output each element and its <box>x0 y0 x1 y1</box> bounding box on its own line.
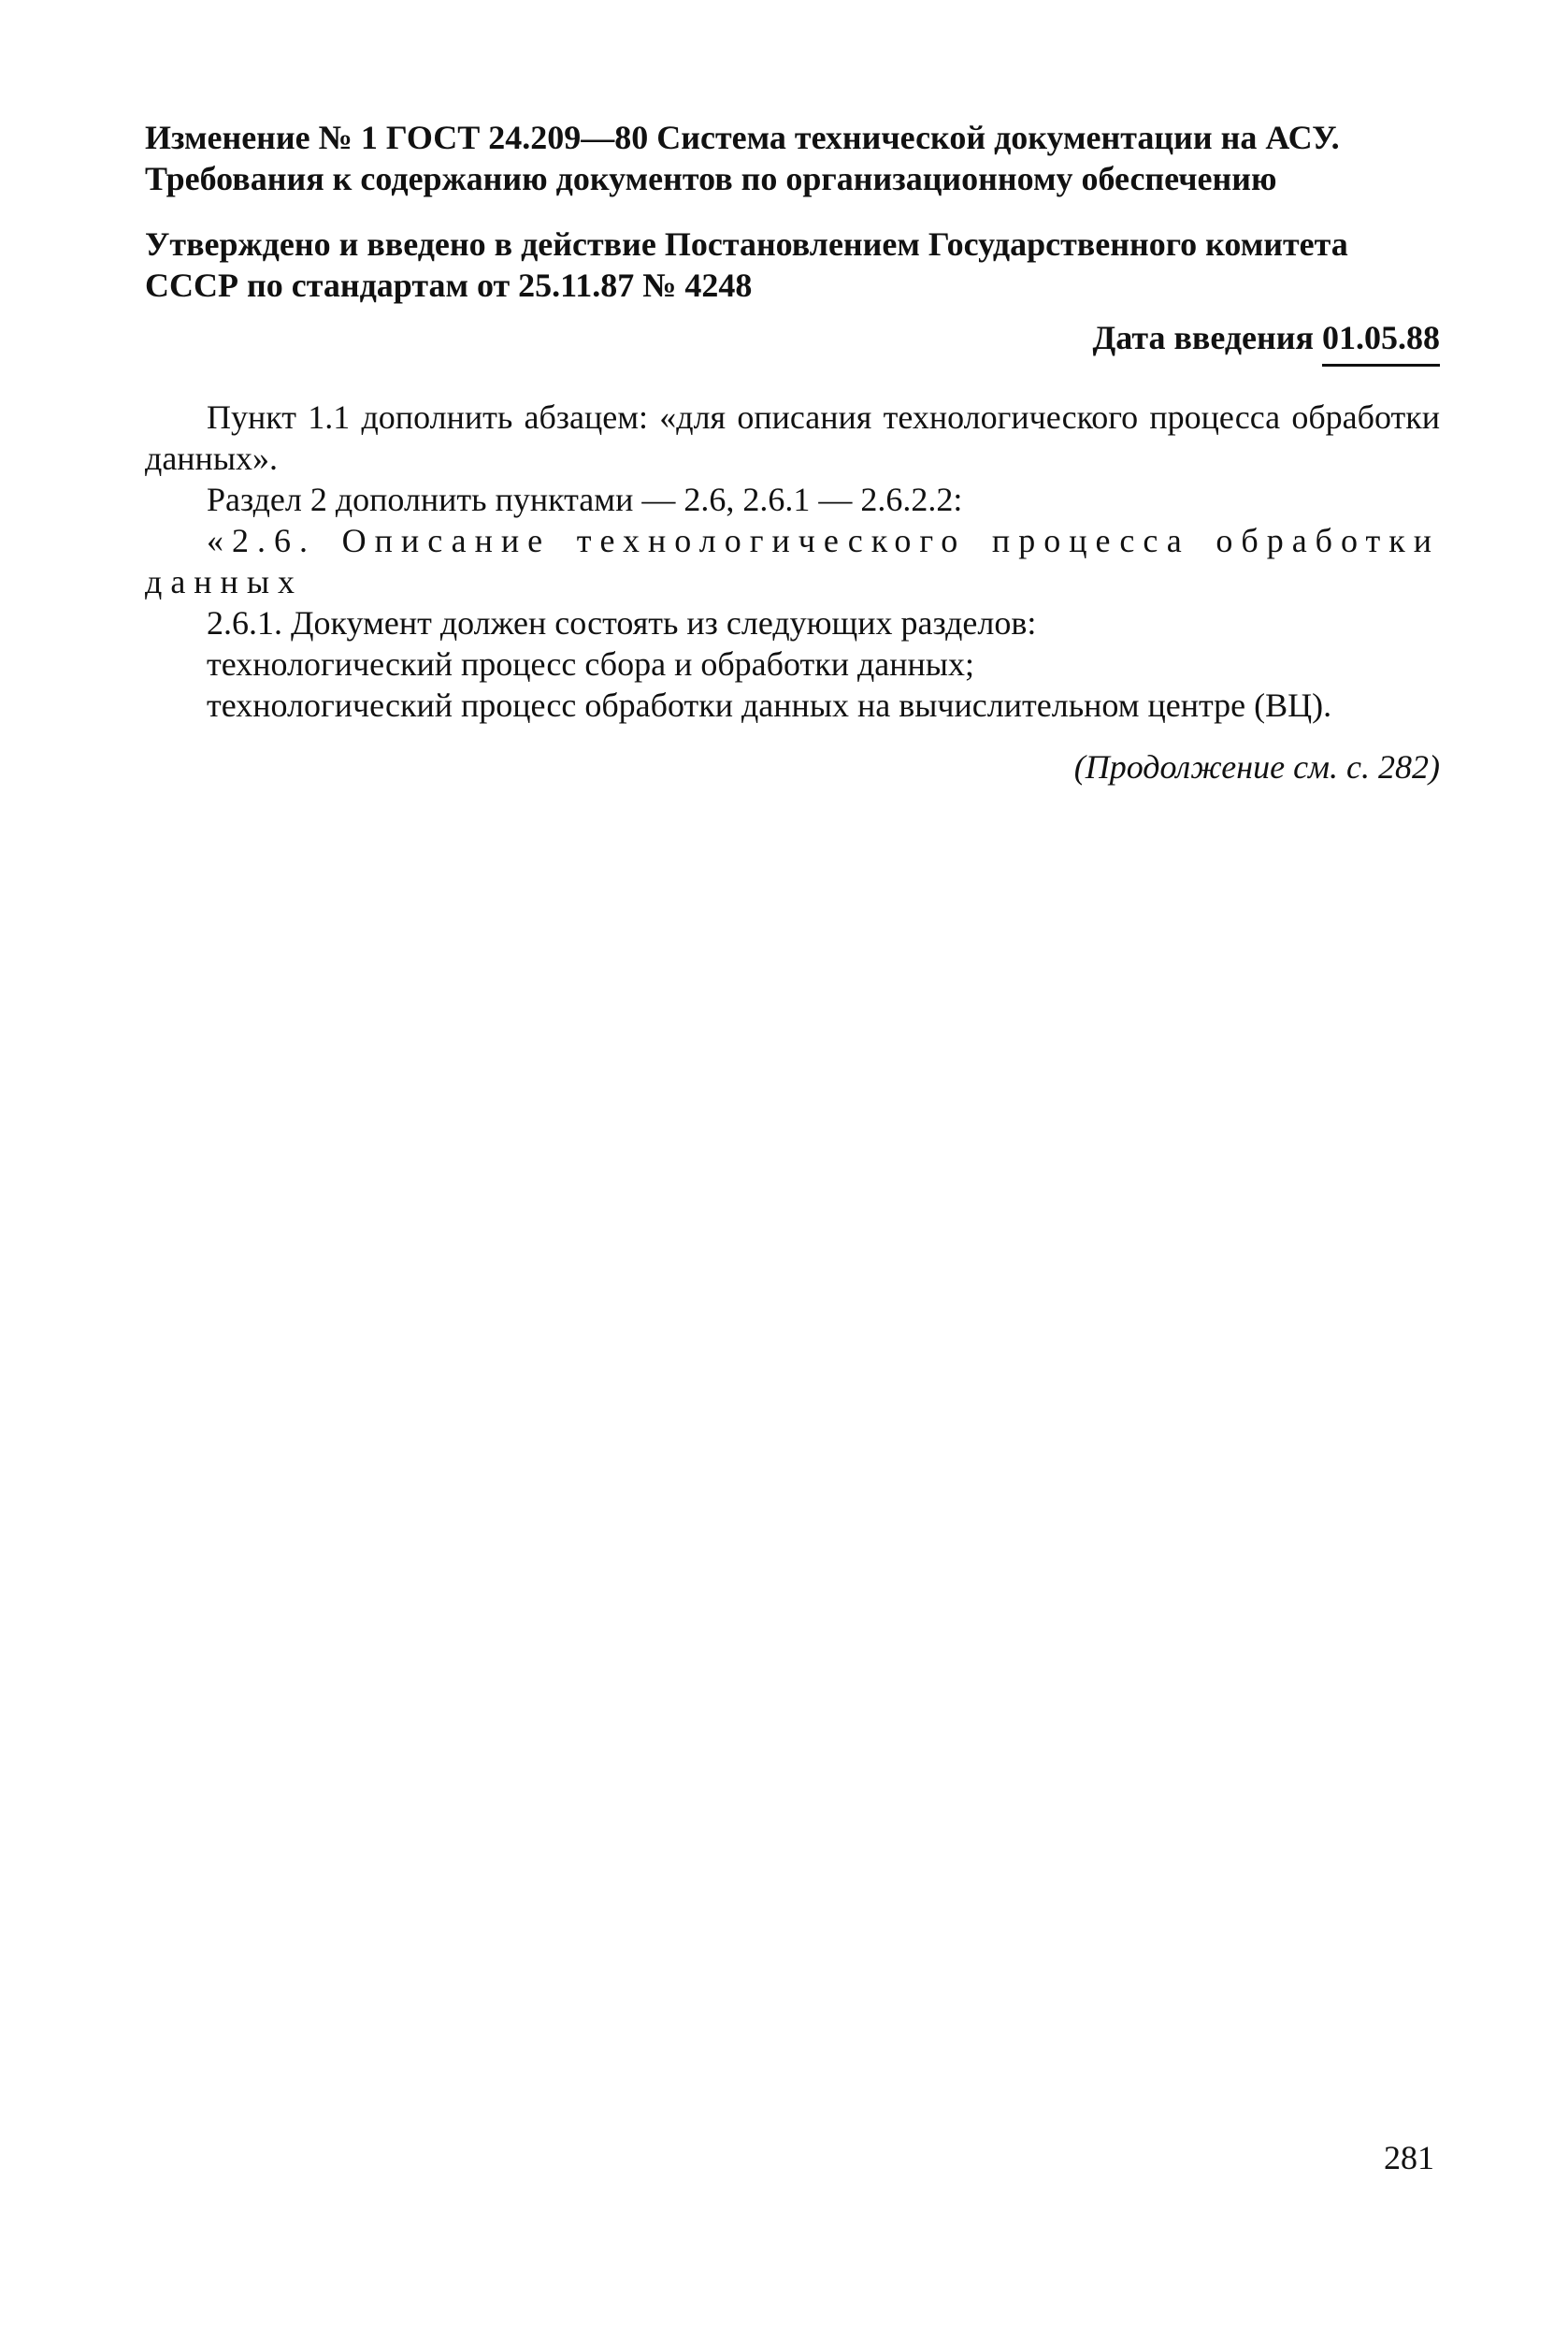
amendment-title-line-1: Изменение № 1 ГОСТ 24.209—80 Система технической документации на АСУ. <box>145 119 1340 156</box>
approval-line-1: Утверждено и введено в действие Постановлением Государственного комитета <box>145 225 1348 263</box>
approval-line-2: СССР по стандартам от 25.11.87 № 4248 <box>145 267 753 304</box>
paragraph-2-6-1: 2.6.1. Документ должен состоять из следующих разделов: <box>207 604 1037 642</box>
paragraph-section-2: Раздел 2 дополнить пунктами — 2.6, 2.6.1 — 2.6.2.2: <box>207 481 963 518</box>
approval-statement <box>145 224 1440 306</box>
paragraph-section-2-6-heading: «2.6. Описание технологического процесса обработки данных <box>145 522 1440 600</box>
continuation-note: (Продолжение см. с. 282) <box>1073 748 1440 786</box>
list-item-computing-center: технологический процесс обработки данных на вычислительном центре (ВЦ). <box>207 686 1332 724</box>
page-number: 281 <box>1384 2139 1434 2176</box>
paragraph-item-1-1: Пункт 1.1 дополнить абзацем: «для описания технологического процесса обработки данных». <box>145 398 1440 477</box>
document-page <box>145 117 1440 788</box>
amendment-title <box>145 117 1440 199</box>
amendment-title-line-2: Требования к содержанию документов по организационному обеспечению <box>145 160 1277 197</box>
list-item-collection: технологический процесс сбора и обработки данных; <box>207 645 974 683</box>
amendment-body <box>145 397 1440 726</box>
effective-date <box>145 317 1440 367</box>
effective-date-label: Дата введения <box>1092 319 1314 356</box>
effective-date-value: 01.05.88 <box>1322 317 1440 367</box>
